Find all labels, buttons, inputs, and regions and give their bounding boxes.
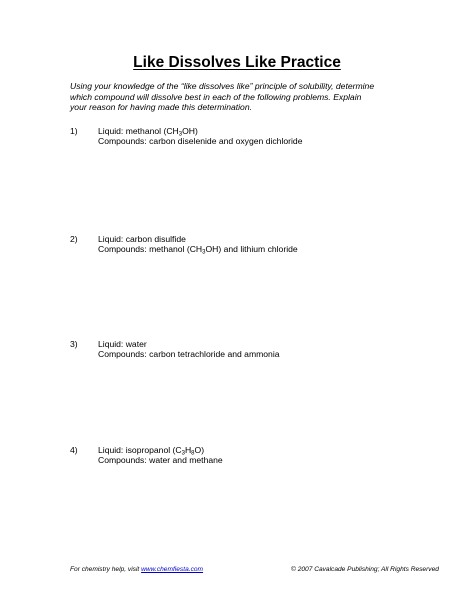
liquid-text: Liquid: isopropanol (C (98, 445, 182, 455)
problem-text (98, 234, 298, 255)
instructions-paragraph (70, 81, 410, 113)
liquid-text-end: OH) (182, 126, 198, 136)
instructions-line-3: your reason for having made this determination. (70, 102, 253, 113)
compounds-text-end: OH) and lithium chloride (205, 244, 298, 255)
instructions-line-2: which compound will dissolve best in each of the following problems. Explain (70, 91, 362, 102)
subscript: 8 (191, 450, 195, 457)
problem-text (98, 126, 302, 147)
liquid-text-end: O) (194, 445, 205, 455)
problem-compounds (98, 244, 298, 254)
problem-liquid (98, 445, 223, 455)
problem-liquid: Liquid: water (98, 339, 147, 349)
problem-number: 4) (70, 445, 78, 455)
problem-compounds: Compounds: carbon diselenide and oxygen dichloride (98, 136, 303, 147)
problem-compounds: Compounds: carbon tetrachloride and ammonia (98, 349, 280, 360)
subscript: 3 (178, 131, 183, 138)
instructions-line-1: Using your knowledge of the “like dissolves like” principle of solubility, determine (70, 81, 375, 91)
problem-liquid (98, 126, 302, 136)
subscript: 3 (181, 450, 185, 457)
page-title: Like Dissolves Like Practice (133, 54, 341, 71)
problem-number: 1) (70, 126, 78, 136)
liquid-text: Liquid: methanol (CH (98, 126, 179, 136)
problem-number: 2) (70, 234, 78, 244)
problem-compounds: Compounds: water and methane (98, 455, 223, 466)
compounds-text: Compounds: methanol (CH (98, 244, 203, 255)
website-link[interactable]: www.chemfiesta.com (141, 566, 204, 573)
footer-help (70, 566, 203, 574)
problem-text (98, 445, 223, 466)
liquid-text-mid: H (184, 445, 192, 455)
problem-text (98, 339, 280, 360)
footer-copyright: © 2007 Cavalcade Publishing; All Rights Reserved (291, 566, 439, 573)
footer-help-text: For chemistry help, visit (70, 566, 142, 573)
problem-liquid: Liquid: carbon disulfide (98, 234, 186, 244)
subscript: 3 (202, 249, 206, 256)
problem-number: 3) (70, 339, 78, 349)
